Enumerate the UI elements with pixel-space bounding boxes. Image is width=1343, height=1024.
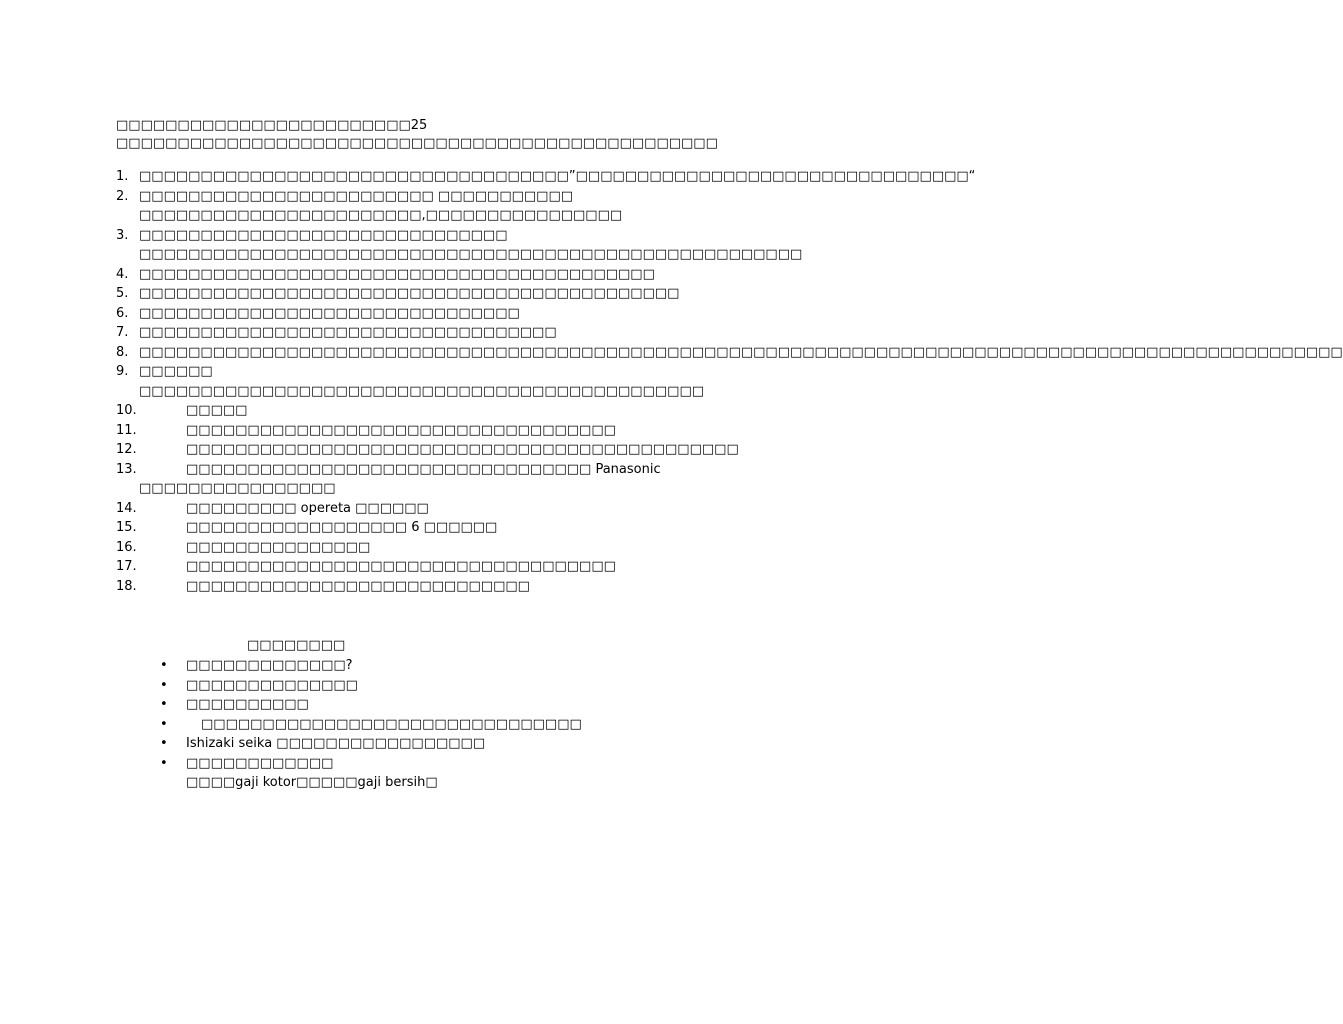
bullet-icon: • [160,736,168,751]
bullet-icon: • [160,658,168,673]
item-text: □□□□□□□□□□□□□□□□□□□□□□□□□□□□□□□□□□ [139,325,557,340]
item-number: 14. [116,500,137,516]
list-item [116,499,676,519]
item-text: □□□□□□□□□□□□□□□□□□□□□□□□□□□□□□□□□□□”□□□□□□□□□□□□□□□□□□□□□□□□□□□□□□□□“ [139,169,976,184]
item-number: 11. [116,422,137,438]
item-number: 4. [116,266,129,282]
item-text: □□□□□□□□□□□□□□□□□□ 6 □□□□□□ [186,520,498,535]
bullet-text: □□□□□□□□□□ [186,697,309,712]
list-item [116,187,676,226]
list-item [116,323,676,343]
item-text: □□□□□□ □□□□□□□□□□□□□□□□□□□□□□□□□□□□□□□□□□□□□□□□□□□□□□ [139,364,705,399]
item-number: 2. [116,188,129,204]
item-number: 16. [116,539,137,555]
item-number: 1. [116,169,129,184]
section-heading: □□□□□□□□ [247,638,346,653]
item-text: □□□□□□□□□□□□□□□□□□□□□□□□□□□□□□□□□□□□□□□□□□□□ [139,286,680,301]
item-text: □□□□□□□□□□□□□□□□□□□□□□□□ □□□□□□□□□□□ □□□□□□□□□□□□□□□□□□□□□□□,□□□□□□□□□□□□□□□□ [139,188,623,223]
item-text: □□□□□ [186,403,248,418]
list-item [116,343,1343,363]
item-number: 15. [116,520,137,535]
item-text: □□□□□□□□□□□□□□□□□□□□□□□□□□□□□□□□□□□□□□□□□□□□□□□□□□□□□□□□□□□□□□□□□□□□□□□□□□□□□□□□□□□□□□□□□□□□□□□□□□ [139,344,1343,360]
bullet-icon: • [160,697,168,712]
item-number: 18. [116,578,137,594]
item-text: □□□□□□□□□□□□□□□□□□□□□□□□□□□□ [186,578,530,594]
list-item [116,557,676,577]
item-text: □□□□□□□□□□□□□□□□□□□□□□□□□□□□□□□□□□□□□□□□□□□□□ [186,442,739,457]
bullet-text: □□□□□□□□□□□□□? [186,658,353,673]
list-item [116,304,676,324]
item-text: □□□□□□□□□□□□□□□□□□□□□□□□□□□□□□□□□□□□□□□□□□ [139,266,655,282]
bullet-subline: □□□□gaji kotor□□□□□gaji bersih□ [186,775,438,790]
item-number: 9. [116,364,129,379]
item-text: □□□□□□□□□□□□□□□ [186,539,371,555]
item-number: 7. [116,325,129,340]
bullet-text: □□□□□□□□□□□□□□ [186,677,358,693]
numbered-list [116,167,1343,596]
item-number: 5. [116,286,129,301]
bullet-item [160,715,680,735]
list-item [116,401,676,421]
item-text: □□□□□□□□□□□□□□□□□□□□□□□□□□□□□□ □□□□□□□□□□□□□□□□□□□□□□□□□□□□□□□□□□□□□□□□□□□□□□□□□□□□□□ [139,227,803,262]
intro-paragraph: □□□□□□□□□□□□□□□□□□□□□□□□25 □□□□□□□□□□□□□□□□□□□□□□□□□□□□□□□□□□□□□□□□□□□□□□□□□ [116,118,718,151]
bullet-list [160,656,680,773]
item-text: □□□□□□□□□□□□□□□□□□□□□□□□□□□□□□□ [139,305,520,321]
item-number: 6. [116,305,129,321]
list-item [116,518,676,538]
bullet-item [160,734,680,754]
list-item [116,265,676,285]
item-number: 10. [116,403,137,418]
list-item [116,577,676,597]
item-text: □□□□□□□□□□□□□□□□□□□□□□□□□□□□□□□□□ Panasonic □□□□□□□□□□□□□□□□ [139,461,661,496]
list-item [116,460,676,499]
list-item [116,440,739,460]
list-item [116,284,680,304]
bullet-icon: • [160,755,168,771]
bullet-item [160,676,680,696]
bullet-text: □□□□□□□□□□□□ [186,755,334,771]
bullet-text: Ishizaki seika □□□□□□□□□□□□□□□□□ [186,736,486,751]
item-number: 13. [116,461,137,477]
item-number: 17. [116,559,137,574]
item-text: □□□□□□□□□□□□□□□□□□□□□□□□□□□□□□□□□□□ [186,559,616,574]
item-number: 12. [116,442,137,457]
bullet-item [160,754,680,774]
item-text: □□□□□□□□□ opereta □□□□□□ [186,500,429,516]
item-text: □□□□□□□□□□□□□□□□□□□□□□□□□□□□□□□□□□□ [186,422,616,438]
bullet-item [160,656,680,676]
list-item [116,538,676,558]
list-item [116,167,976,187]
item-number: 8. [116,344,129,360]
bullet-icon: • [160,716,168,732]
bullet-icon: • [160,677,168,693]
item-number: 3. [116,227,129,243]
bullet-text: □□□□□□□□□□□□□□□□□□□□□□□□□□□□□□□ [201,716,582,732]
list-item [116,362,705,401]
list-item [116,226,803,265]
bullet-item [160,695,680,715]
list-item [116,421,676,441]
